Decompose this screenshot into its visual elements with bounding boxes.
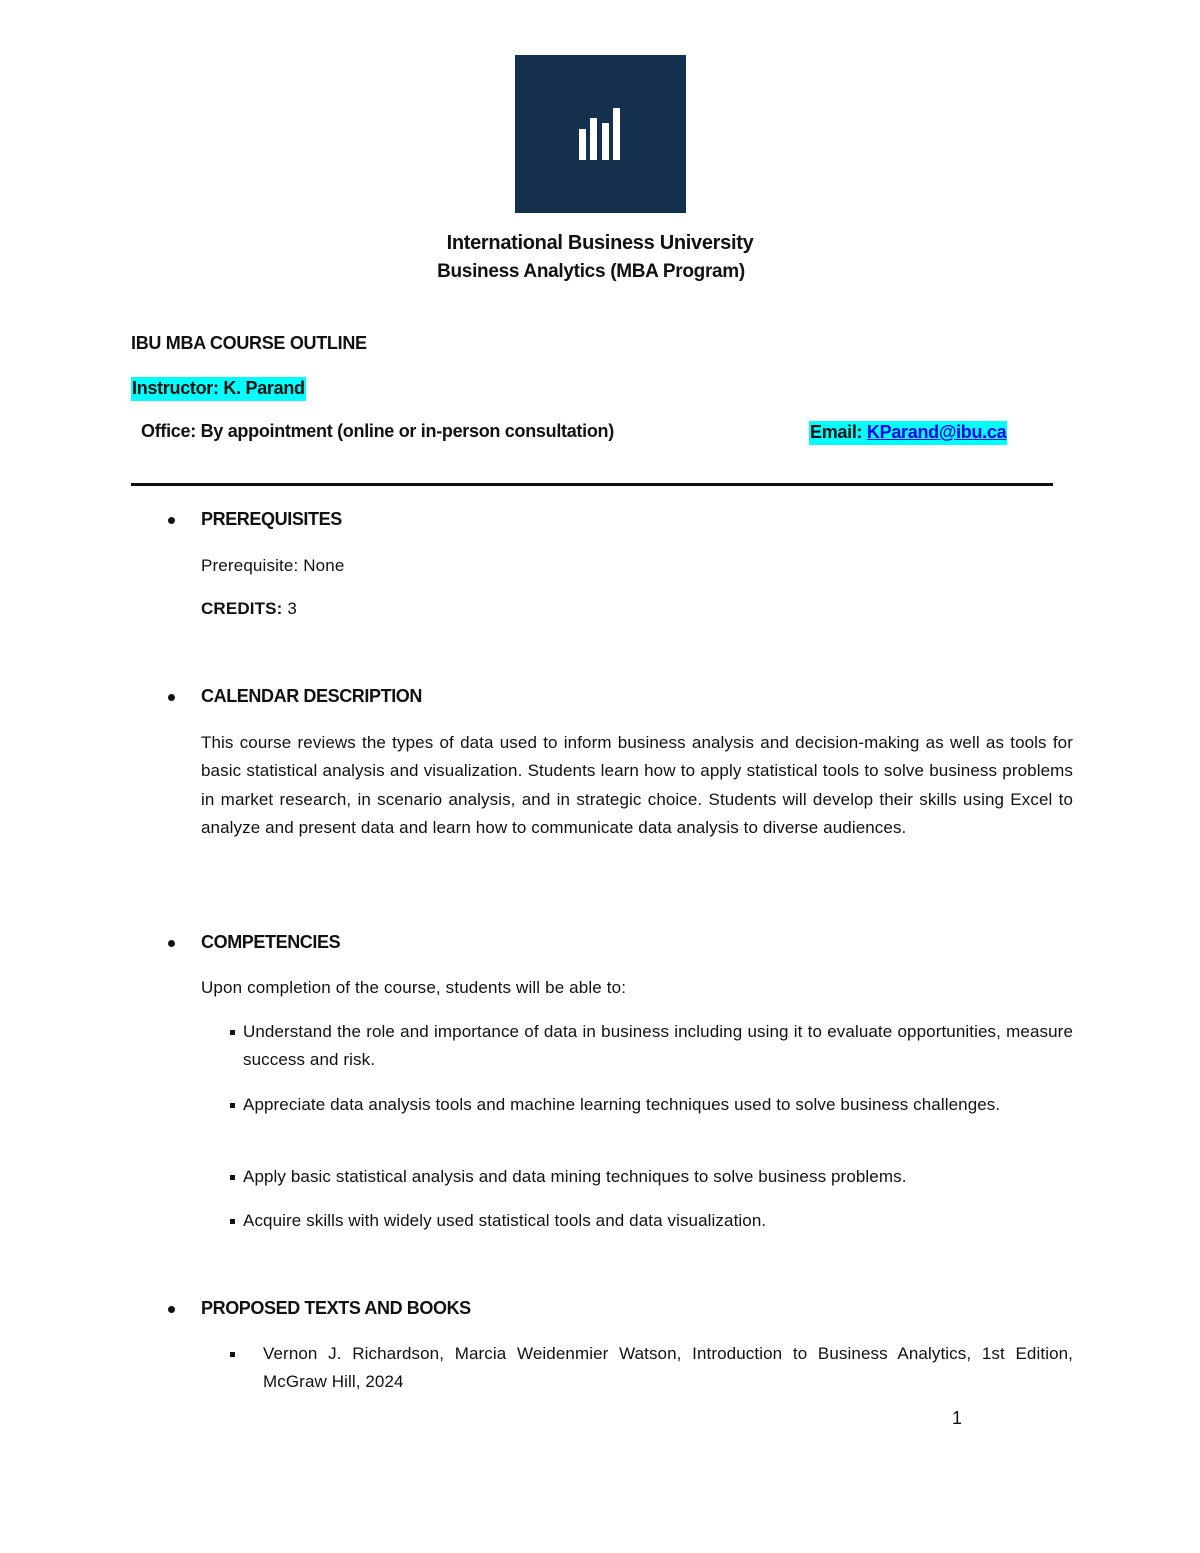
prerequisites-heading: PREREQUISITES	[201, 509, 342, 529]
bar-chart-icon	[515, 55, 686, 213]
credits-label: CREDITS:	[201, 599, 283, 618]
competencies-heading: COMPETENCIES	[201, 932, 341, 952]
logo-bar-1	[579, 129, 586, 160]
bullet-icon	[168, 1306, 175, 1313]
texts-heading: PROPOSED TEXTS AND BOOKS	[201, 1298, 471, 1318]
square-bullet-icon	[230, 1103, 235, 1108]
competency-item: Acquire skills with widely used statistical tools and data visualization.	[243, 1211, 767, 1230]
email-label: Email:	[810, 422, 867, 442]
square-bullet-icon	[230, 1352, 235, 1357]
competency-item: Appreciate data analysis tools and machine learning techniques used to solve business challenges.	[243, 1095, 1001, 1114]
course-outline-title: IBU MBA COURSE OUTLINE	[131, 333, 367, 353]
program-title: Business Analytics (MBA Program)	[437, 261, 745, 282]
competency-item: Apply basic statistical analysis and data mining techniques to solve business problems.	[243, 1167, 907, 1186]
university-name: International Business University	[446, 232, 754, 254]
bullet-icon	[168, 517, 175, 524]
calendar-description-heading: CALENDAR DESCRIPTION	[201, 686, 423, 706]
office-hours: Office: By appointment (online or in-person consultation)	[141, 421, 614, 441]
square-bullet-icon	[230, 1219, 235, 1224]
competency-item: Understand the role and importance of data in business including using it to evaluate opportunities, measure success and risk.	[243, 1022, 1073, 1070]
logo-bar-2	[590, 118, 597, 160]
page-number: 1	[952, 1408, 963, 1428]
bullet-icon	[168, 940, 175, 947]
university-logo	[515, 55, 686, 213]
competencies-intro: Upon completion of the course, students will be able to:	[201, 978, 627, 997]
header-divider	[131, 483, 1053, 486]
instructor-label: Instructor: K. Parand	[131, 377, 306, 401]
square-bullet-icon	[230, 1175, 235, 1180]
email-link[interactable]: KParand@ibu.ca	[866, 422, 1007, 442]
credits-line	[201, 599, 297, 619]
book-item: Vernon J. Richardson, Marcia Weidenmier Watson, Introduction to Business Analytics, 1st Edition, McGraw Hill, 2024	[263, 1344, 1073, 1392]
square-bullet-icon	[230, 1030, 235, 1035]
logo-bar-3	[602, 123, 609, 160]
credits-value: 3	[282, 599, 297, 618]
bullet-icon	[168, 694, 175, 701]
prerequisite-text: Prerequisite: None	[201, 556, 345, 575]
email-contact	[809, 421, 1007, 445]
calendar-description-text: This course reviews the types of data used to inform business analysis and decision-making as well as tools for basic statistical analysis and visualization. Students learn how to apply statistical tools to solve business problems in market research, in scenario analysis, and in strategic choice. Students will develop their skills using Excel to analyze and present data and learn how to communicate data analysis to diverse audiences.	[201, 733, 1073, 837]
logo-bar-4	[613, 108, 620, 160]
